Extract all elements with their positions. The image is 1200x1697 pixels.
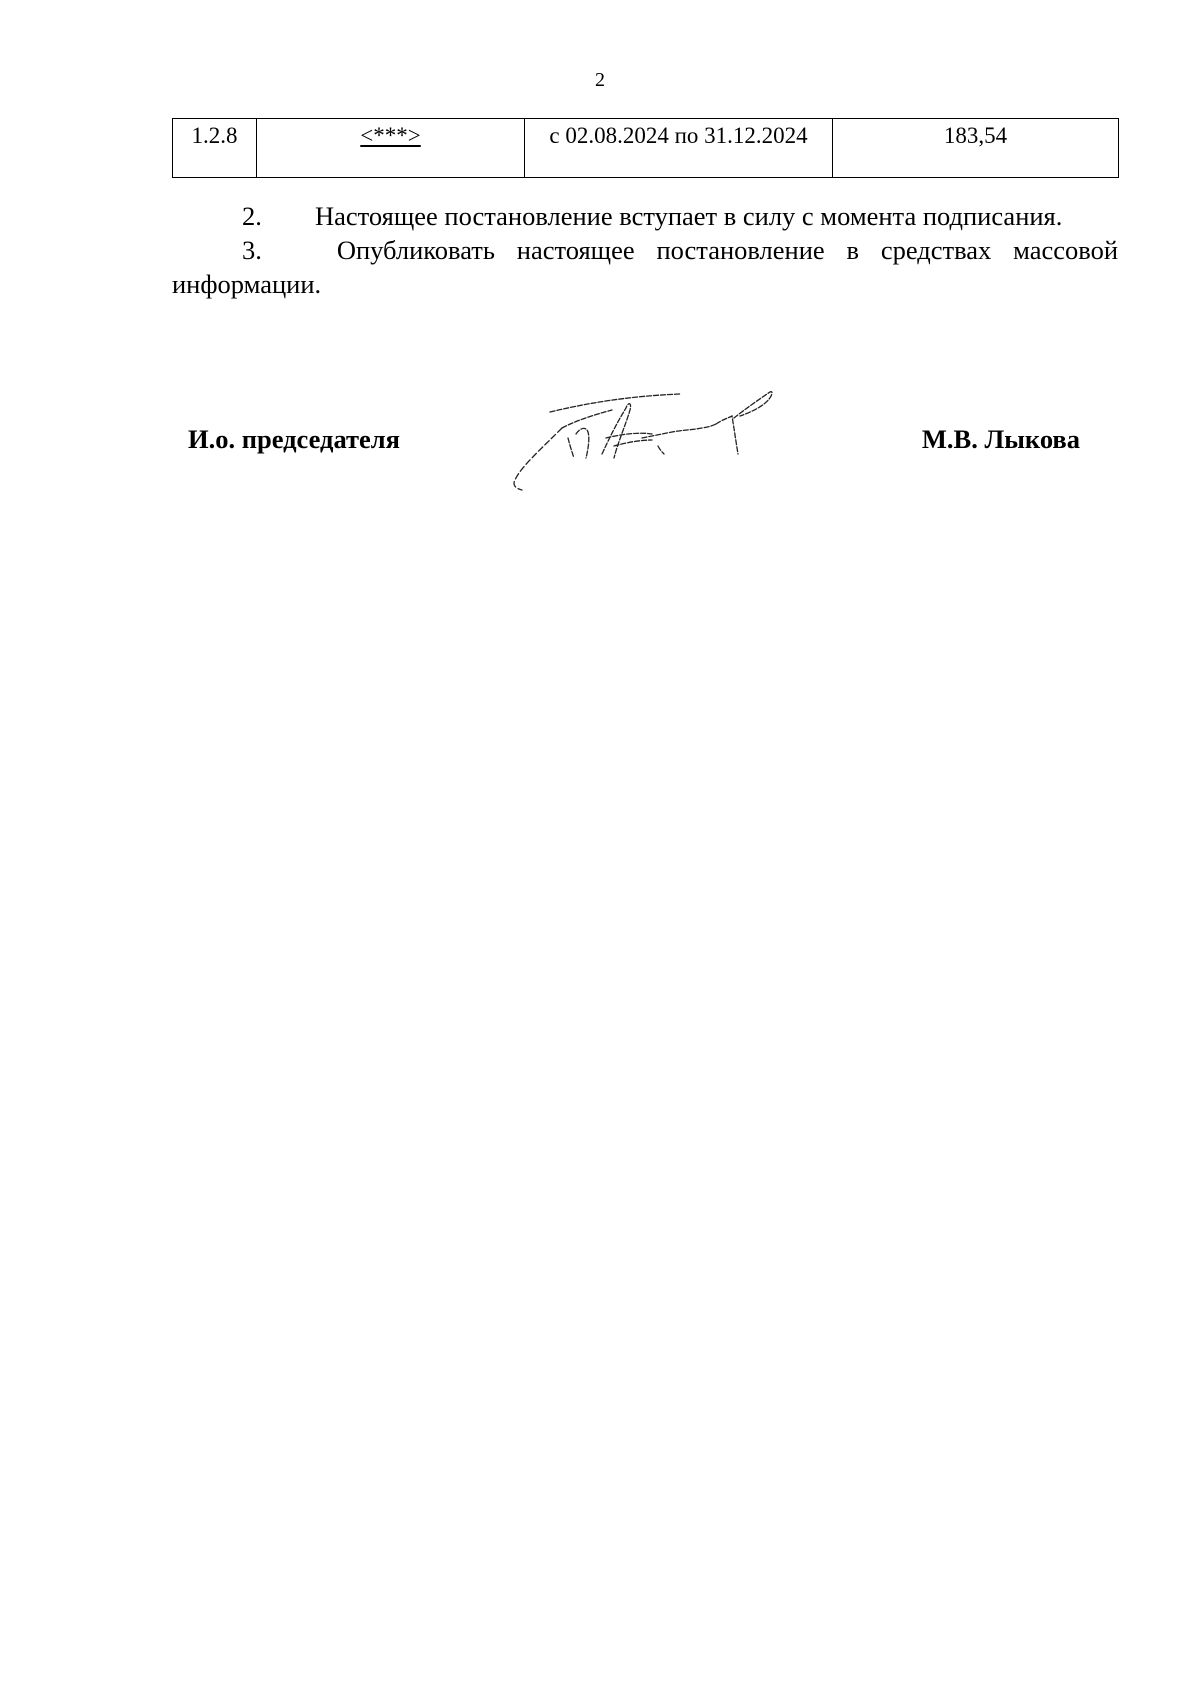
paragraph-number: 3. [242,235,262,265]
period-cell [525,119,833,178]
paragraph-3 [172,233,1118,301]
period-text: с 02.08.2024 по 31.12.2024 [549,123,808,148]
handwritten-signature [502,388,792,498]
paragraph-number: 2. [242,201,262,231]
row-number-cell [173,119,257,178]
paragraph-continuation: информации. [172,269,322,299]
paragraph-word: в [846,235,860,265]
paragraph-word: массовой [1013,235,1118,265]
signature-block [172,418,1118,518]
row-number: 1.2.8 [191,123,238,148]
paragraph-word: постановление [656,235,825,265]
paragraph-word: Опубликовать [336,235,495,265]
paragraph-word: настоящее [516,235,635,265]
paragraph-2 [172,199,1118,233]
value-text: 183,54 [943,123,1008,148]
paragraph-word: средствах [880,235,992,265]
rates-table [172,118,1119,178]
paragraph-first-line [172,233,1118,267]
signer-name: М.В. Лыкова [921,424,1080,454]
body-text [172,199,1118,301]
table-row [173,119,1119,178]
marker-cell [257,119,525,178]
signer-title: И.о. председателя [188,424,401,454]
page-number: 2 [595,69,605,91]
value-cell [833,119,1119,178]
paragraph-text: Настоящее постановление вступает в силу с момента подписания. [315,201,1063,231]
footnote-marker: <***> [360,123,421,148]
